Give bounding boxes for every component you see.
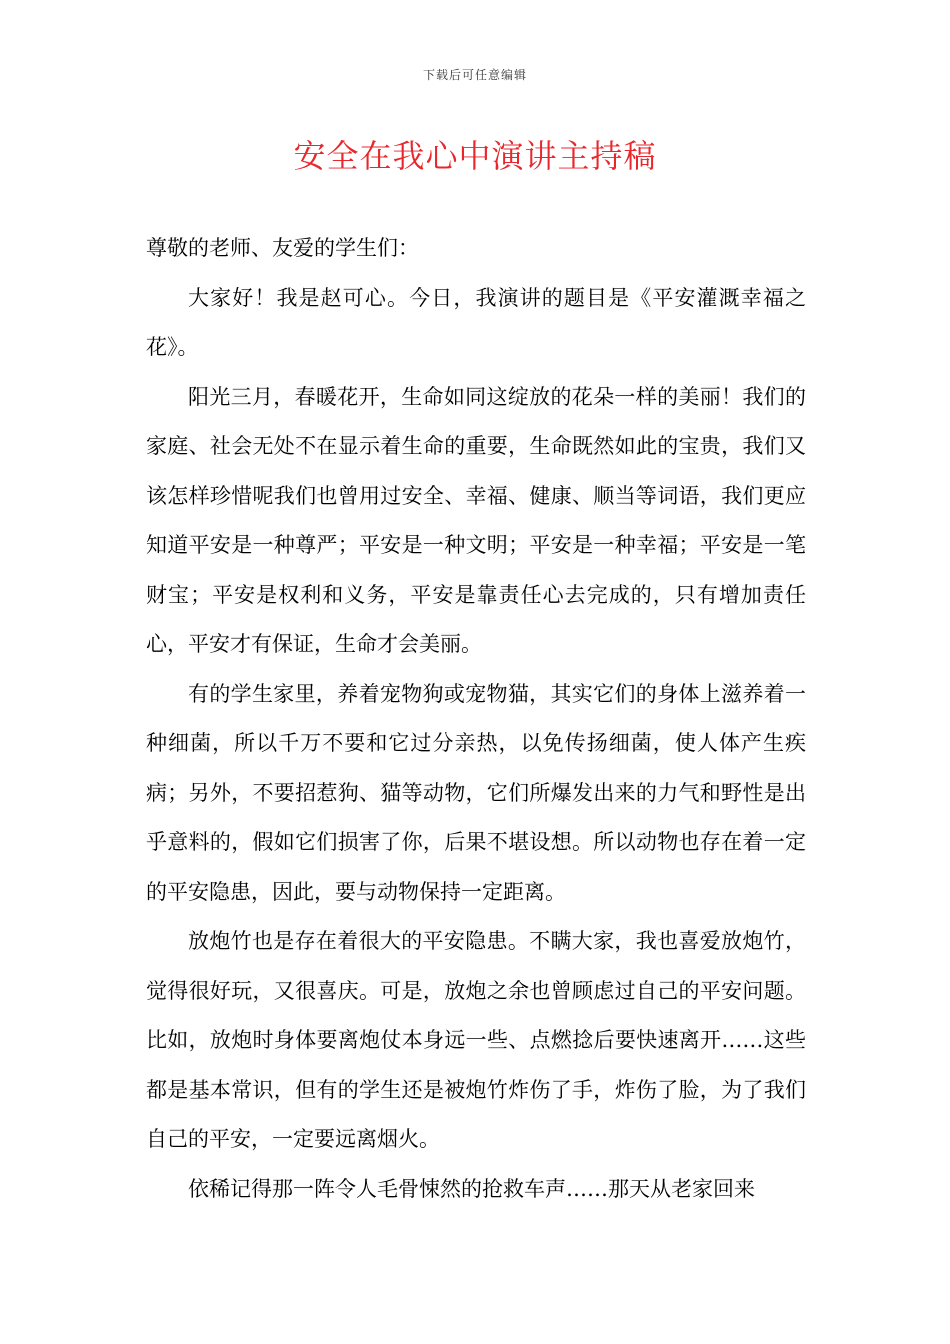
header-note: 下载后可任意编辑 bbox=[422, 68, 527, 82]
paragraph: 阳光三月，春暖花开，生命如同这绽放的花朵一样的美丽！我们的家庭、社会无处不在显示着生命的重要，生命既然如此的宝贵，我们又该怎样珍惜呢我们也曾用过安全、幸福、健康、顺当等词语，我们更应知道平安是一种尊严；平安是一种文明；平安是一种幸福；平安是一笔财宝；平安是权利和义务，平安是靠责任心去完成的，只有增加责任心，平安才有保证，生命才会美丽。 bbox=[146, 384, 806, 656]
document-body bbox=[146, 224, 806, 1214]
paragraph: 放炮竹也是存在着很大的平安隐患。不瞒大家，我也喜爱放炮竹，觉得很好玩，又很喜庆。可是，放炮之余也曾顾虑过自己的平安问题。比如，放炮时身体要离炮仗本身远一些、点燃捻后要快速离开……这些都是基本常识，但有的学生还是被炮竹炸伤了手，炸伤了脸，为了我们自己的平安，一定要远离烟火。 bbox=[146, 929, 806, 1151]
paragraph: 大家好！我是赵可心。今日，我演讲的题目是《平安灌溉幸福之花》。 bbox=[146, 285, 806, 359]
paragraph: 有的学生家里，养着宠物狗或宠物猫，其实它们的身体上滋养着一种细菌，所以千万不要和它过分亲热，以免传扬细菌，使人体产生疾病；另外，不要招惹狗、猫等动物，它们所爆发出来的力气和野性是出乎意料的，假如它们损害了你，后果不堪设想。所以动物也存在着一定的平安隐患，因此，要与动物保持一定距离。 bbox=[146, 681, 806, 904]
paragraph: 依稀记得那一阵令人毛骨悚然的抢救车声……那天从老家回来 bbox=[188, 1176, 755, 1201]
document-title: 安全在我心中演讲主持稿 bbox=[293, 137, 657, 175]
salutation: 尊敬的老师、友爱的学生们： bbox=[146, 236, 419, 260]
